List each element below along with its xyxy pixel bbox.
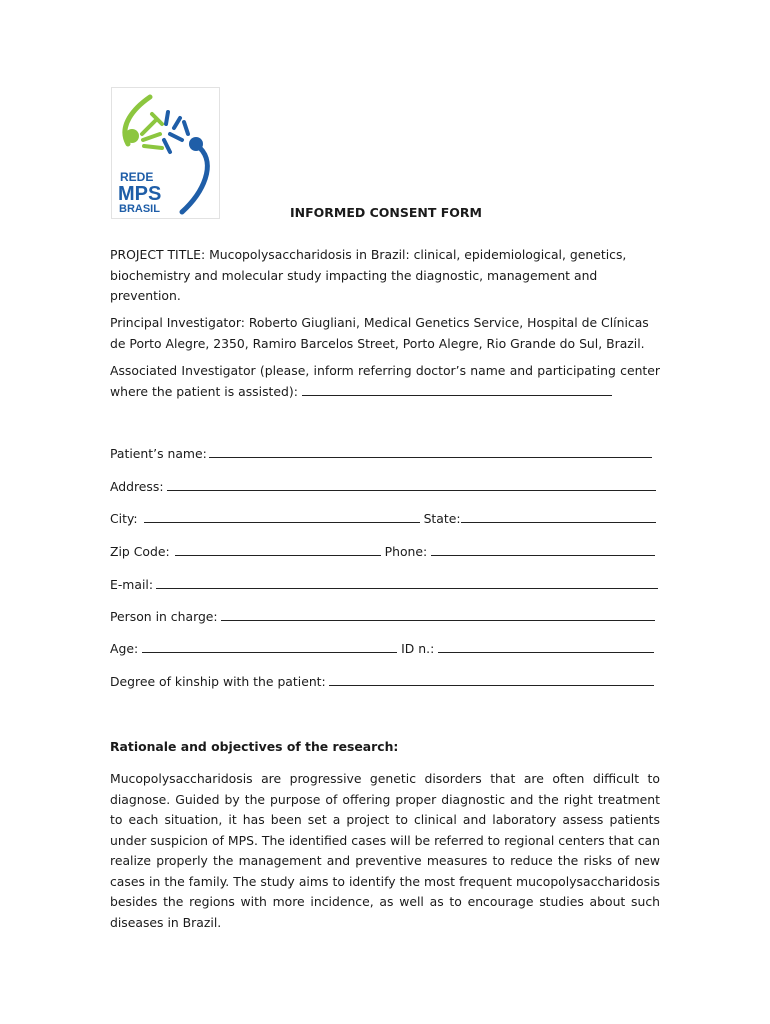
address-label: Address:: [110, 479, 164, 494]
email-row: [110, 574, 658, 594]
age-id-row: [110, 638, 654, 658]
associated-investigator-input-line[interactable]: [302, 382, 612, 396]
project-title-paragraph: PROJECT TITLE: Mucopolysaccharidosis in Brazil: clinical, epidemiological, genetics, biochemistry and molecular study impacting the diagnostic, management and prevention.: [110, 247, 627, 303]
associated-investigator-paragraph: [110, 361, 660, 402]
rede-mps-brasil-logo: [111, 87, 220, 219]
id-input-line[interactable]: [438, 638, 654, 653]
person-in-charge-label: Person in charge:: [110, 609, 218, 624]
kinship-label: Degree of kinship with the patient:: [110, 674, 326, 689]
logo-green-dot: [125, 129, 139, 143]
phone-input-line[interactable]: [431, 541, 655, 556]
age-label: Age:: [110, 641, 139, 656]
zip-code-input-line[interactable]: [175, 541, 381, 556]
phone-label: Phone:: [384, 544, 428, 559]
address-input-line[interactable]: [167, 476, 656, 491]
logo-ray: [174, 118, 180, 128]
kinship-row: [110, 671, 654, 691]
logo-blue-arc: [182, 148, 207, 212]
logo-ray: [184, 122, 188, 134]
logo-text-mps: MPS: [118, 183, 162, 205]
city-label: City:: [110, 511, 138, 526]
form-title: INFORMED CONSENT FORM: [290, 205, 482, 220]
patient-name-input-line[interactable]: [209, 443, 652, 458]
logo-ray: [164, 140, 170, 152]
patient-name-label: Patient’s name:: [110, 446, 207, 461]
logo-ray: [170, 134, 182, 140]
id-label: ID n.:: [401, 641, 435, 656]
city-state-row: [110, 508, 656, 528]
logo-ray: [142, 120, 156, 134]
logo-ray: [166, 112, 168, 124]
rationale-body: Mucopolysaccharidosis are progressive genetic disorders that are often difficult to diagnose. Guided by the purpose of offering proper diagnostic and the right treatment to each situation, it has been set a project to clinical and laboratory assess patients under suspicion of MPS. The identified cases will be referred to regional centers that can realize properly the management and preventive measures to reduce the risks of new cases in the family. The study aims to identify the most frequent mucopolysaccharidosis besides the regions with more incidence, as well as to encourage studies about such diseases in Brazil.: [110, 771, 660, 930]
logo-ray: [144, 146, 162, 148]
zip-phone-row: [110, 541, 655, 561]
state-input-line[interactable]: [461, 508, 656, 523]
rationale-heading: Rationale and objectives of the research:: [110, 739, 399, 754]
age-input-line[interactable]: [142, 638, 397, 653]
email-input-line[interactable]: [156, 574, 658, 589]
kinship-input-line[interactable]: [329, 671, 654, 686]
person-in-charge-input-line[interactable]: [221, 606, 655, 621]
person-in-charge-row: [110, 606, 655, 626]
zip-code-label: Zip Code:: [110, 544, 170, 559]
associated-investigator-text: Associated Investigator (please, inform referring doctor’s name and participating center where the patient is assisted):: [110, 363, 660, 399]
city-input-line[interactable]: [144, 508, 420, 523]
state-label: State:: [423, 511, 461, 526]
patient-name-row: [110, 443, 652, 463]
address-row: [110, 476, 656, 496]
logo-text-brasil: BRASIL: [119, 203, 160, 215]
logo-graphic: [112, 88, 219, 218]
logo-text-rede: REDE: [120, 170, 154, 184]
email-label: E-mail:: [110, 577, 154, 592]
principal-investigator-paragraph: Principal Investigator: Roberto Giugliani, Medical Genetics Service, Hospital de Clínicas de Porto Alegre, 2350, Ramiro Barcelos Street, Porto Alegre, Rio Grande do Sul, Brazil.: [110, 315, 649, 351]
logo-ray: [143, 134, 160, 140]
